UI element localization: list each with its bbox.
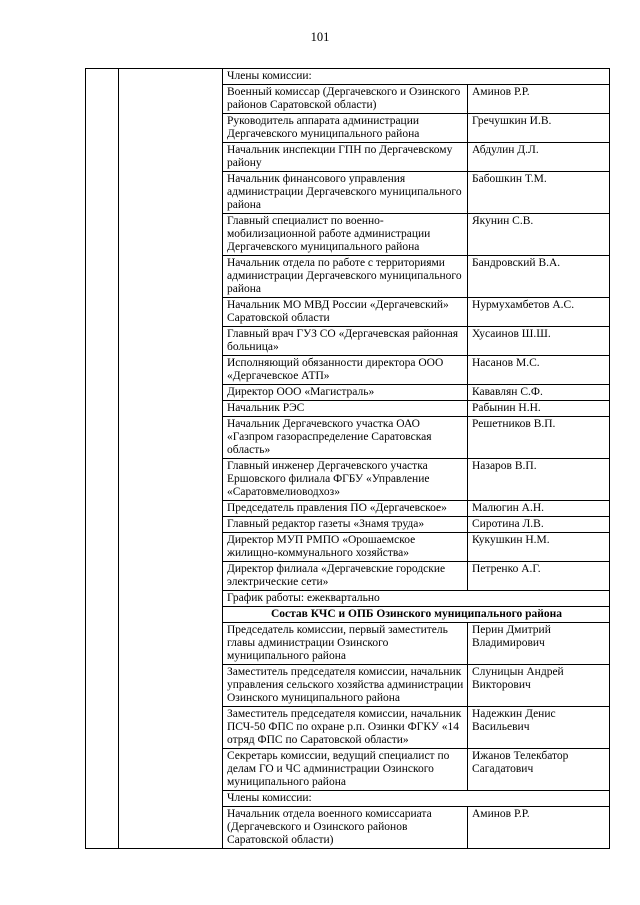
position-cell: Начальник Дергачевского участка ОАО «Газпром газораспределение Саратовская область» xyxy=(223,417,468,458)
name-cell: Рабынин Н.Н. xyxy=(472,402,541,414)
name-cell: Ижанов Телекбатор Сагадатович xyxy=(472,750,569,775)
empty-column-1 xyxy=(86,69,119,848)
name-cell: Слуницын Андрей Викторович xyxy=(472,666,564,691)
table-row xyxy=(223,85,609,114)
section-header-cell: Состав КЧС и ОПБ Озинского муниципального района xyxy=(270,608,563,620)
position-cell: Начальник финансового управления администрации Дергачевского муниципального района xyxy=(223,172,468,213)
position-cell: Начальник отдела военного комиссариата (Дергачевского и Озинского районов Саратовской области) xyxy=(223,807,468,848)
position-cell: Начальник инспекции ГПН по Дергачевскому району xyxy=(223,143,468,171)
position-cell: Главный редактор газеты «Знамя труда» xyxy=(223,517,468,532)
name-cell: Аминов Р.Р. xyxy=(472,86,530,98)
name-cell: Хусаинов Ш.Ш. xyxy=(472,328,551,340)
table-row xyxy=(223,807,609,848)
table-row xyxy=(223,562,609,591)
name-cell: Перин Дмитрий Владимирович xyxy=(472,624,551,649)
table-row xyxy=(223,114,609,143)
table-row xyxy=(223,623,609,665)
table-rows xyxy=(223,69,609,848)
name-cell: Петренко А.Г. xyxy=(472,563,541,575)
name-cell: Надежкин Денис Васильевич xyxy=(472,708,556,733)
position-cell: Секретарь комиссии, ведущий специалист по делам ГО и ЧС администрации Озинского муниципального района xyxy=(223,749,468,790)
position-cell: Директор филиала «Дергачевские городские электрические сети» xyxy=(223,562,468,590)
name-cell: Сиротина Л.В. xyxy=(472,518,544,530)
position-cell: Главный инженер Дергачевского участка Ершовского филиала ФГБУ «Управление «Саратовмелиоводхоз» xyxy=(223,459,468,500)
table-row xyxy=(223,707,609,749)
table-row xyxy=(223,501,609,517)
table-row xyxy=(223,749,609,791)
position-cell: Главный специалист по военно-мобилизационной работе администрации Дергачевского муниципального района xyxy=(223,214,468,255)
table-row xyxy=(223,256,609,298)
table-row xyxy=(223,356,609,385)
position-cell: Начальник МО МВД России «Дергачевский» Саратовской области xyxy=(223,298,468,326)
position-cell: Начальник отдела по работе с территориями администрации Дергачевского муниципального района xyxy=(223,256,468,297)
name-cell: Бабошкин Т.М. xyxy=(472,173,547,185)
position-cell: Руководитель аппарата администрации Дергачевского муниципального района xyxy=(223,114,468,142)
table-row-label xyxy=(223,69,609,85)
empty-column-2 xyxy=(119,69,223,848)
name-cell: Бандровский В.А. xyxy=(472,257,561,269)
position-cell: Директор ООО «Магистраль» xyxy=(223,385,468,400)
name-cell: Кававлян С.Ф. xyxy=(472,386,543,398)
name-cell: Кукушкин Н.М. xyxy=(472,534,550,546)
table-row xyxy=(223,533,609,562)
table-row xyxy=(223,517,609,533)
position-cell: Исполняющий обязанности директора ООО «Дергачевское АТП» xyxy=(223,356,468,384)
table-row xyxy=(223,385,609,401)
position-cell: Председатель правления ПО «Дергачевское» xyxy=(223,501,468,516)
table-row xyxy=(223,327,609,356)
name-cell: Нурмухамбетов А.С. xyxy=(472,299,575,311)
name-cell: Малюгин А.Н. xyxy=(472,502,545,514)
position-cell: Начальник РЭС xyxy=(223,401,468,416)
name-cell: Назаров В.П. xyxy=(472,460,537,472)
commission-table xyxy=(85,68,610,849)
position-cell: Заместитель председателя комиссии, начальник управления сельского хозяйства администрации Озинского муниципального района xyxy=(223,665,468,706)
name-cell: Решетников В.П. xyxy=(472,418,556,430)
position-cell: Военный комиссар (Дергачевского и Озинского районов Саратовской области) xyxy=(223,85,468,113)
name-cell: Аминов Р.Р. xyxy=(472,808,530,820)
label-cell: Члены комиссии: xyxy=(227,70,312,82)
table-row xyxy=(223,298,609,327)
table-row xyxy=(223,401,609,417)
label-cell: График работы: ежеквартально xyxy=(227,592,380,604)
table-row-label xyxy=(223,791,609,807)
table-row xyxy=(223,459,609,501)
table-row-header xyxy=(223,607,609,623)
table-row-label xyxy=(223,591,609,607)
name-cell: Гречушкин И.В. xyxy=(472,115,552,127)
position-cell: Председатель комиссии, первый заместитель главы администрации Озинского муниципального района xyxy=(223,623,468,664)
position-cell: Заместитель председателя комиссии, начальник ПСЧ-50 ФПС по охране р.п. Озинки ФГКУ «14 отряд ФПС по Саратовской области» xyxy=(223,707,468,748)
table-row xyxy=(223,172,609,214)
name-cell: Абдулин Д.Л. xyxy=(472,144,539,156)
name-cell: Якунин С.В. xyxy=(472,215,534,227)
table-row xyxy=(223,143,609,172)
position-cell: Главный врач ГУЗ СО «Дергачевская районная больница» xyxy=(223,327,468,355)
name-cell: Насанов М.С. xyxy=(472,357,540,369)
table-row xyxy=(223,417,609,459)
position-cell: Директор МУП РМПО «Орошаемское жилищно-коммунального хозяйства» xyxy=(223,533,468,561)
label-cell: Члены комиссии: xyxy=(227,792,312,804)
page-number: 101 xyxy=(310,30,330,44)
table-row xyxy=(223,214,609,256)
table-row xyxy=(223,665,609,707)
